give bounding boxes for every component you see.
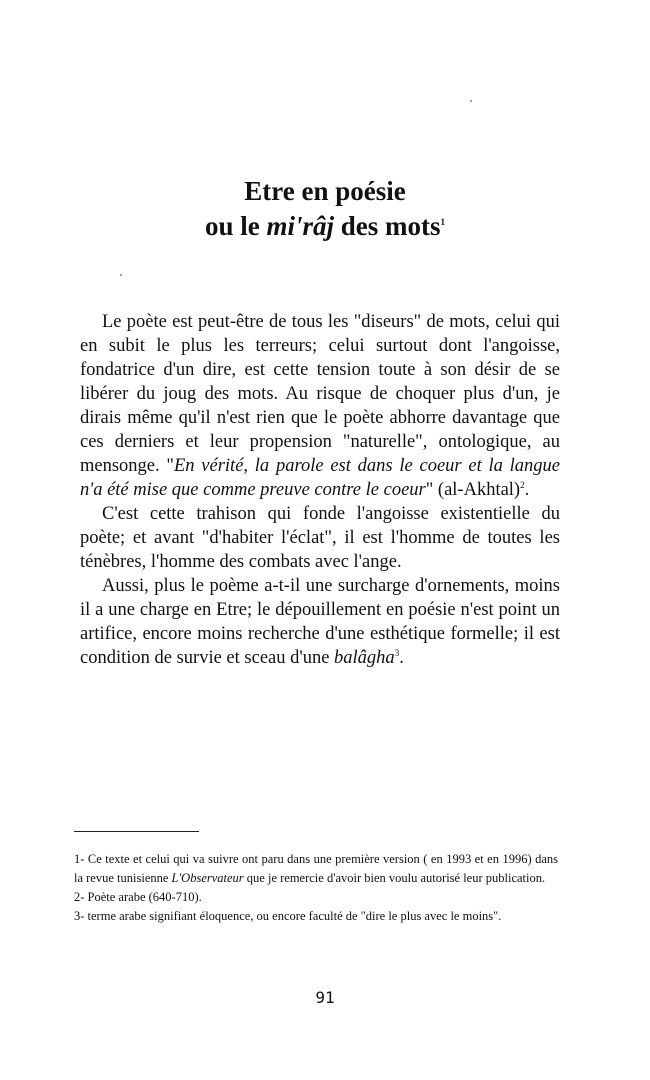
footnote-3: 3- terme arabe signifiant éloquence, ou encore faculté de "dire le plus avec le moins". [74, 909, 502, 923]
paragraph-2: C'est cette trahison qui fonde l'angoisse existentielle du poète; et avant "d'habiter l'éclat", il est l'homme de toutes les ténèbres, l'homme des combats avec l'ange. [80, 504, 560, 572]
footnote-2: 2- Poète arabe (640-710). [74, 890, 202, 904]
paragraph-1 [80, 310, 560, 502]
p3-end: . [399, 648, 404, 668]
scan-speck [120, 274, 122, 276]
title-line2-prefix: ou le [204, 211, 260, 241]
chapter-title-line2 [0, 210, 650, 242]
title-line2-suffix: des mots [340, 211, 441, 241]
footnote-1 [74, 850, 558, 888]
body-text [80, 310, 560, 670]
footnote-divider [74, 831, 199, 832]
page-number: 91 [315, 988, 335, 1007]
p1-end: . [524, 480, 530, 500]
footnote-1-before: 1- Ce texte et celui qui va suivre ont paru dans une première version ( en 1993 et en 1996) dans la revue tunisienne [74, 852, 558, 885]
footnote-1-italic: L'Observateur [171, 871, 244, 885]
p1-text: Le poète est peut-être de tous les "diseurs" de mots, celui qui en subit le plus les terreurs; celui surtout dont l'angoisse, fondatrice d'un dire, est cette tension toute à son désir de se libérer du joug des mots. Au risque de choquer plus d'un, je dirais même qu'il n'est rien que le poète abhorre davantage que ces derniers et leur propension "naturelle", ontologique, au mensonge. " [80, 312, 560, 476]
p3-italic: balâgha [334, 648, 395, 668]
title-footnote-ref: 1 [440, 217, 446, 227]
p1-quote: En vérité, la parole est dans le coeur et la langue n'a été mise que comme preuve contre le coeur [80, 456, 560, 500]
chapter-title-line1 [0, 175, 650, 207]
p3-footnote-ref: 3 [394, 647, 400, 658]
paragraph-3 [80, 574, 560, 670]
p1-after: " (al-Akhtal) [425, 480, 521, 500]
scan-speck [470, 100, 472, 102]
footnotes [74, 850, 558, 926]
p1-footnote-ref: 2 [520, 479, 525, 490]
footnote-1-after: que je remercie d'avoir bien voulu autorisé leur publication. [243, 871, 546, 885]
title-line1-text: Etre en poésie [244, 176, 406, 206]
title-line2-italic: mi'râj [266, 211, 335, 241]
p3-text: Aussi, plus le poème a-t-il une surcharge d'ornements, moins il a une charge en Etre; le dépouillement en poésie n'est point un artifice, encore moins recherche d'une esthétique formelle; il est condition de survie et sceau d'une [80, 576, 560, 668]
